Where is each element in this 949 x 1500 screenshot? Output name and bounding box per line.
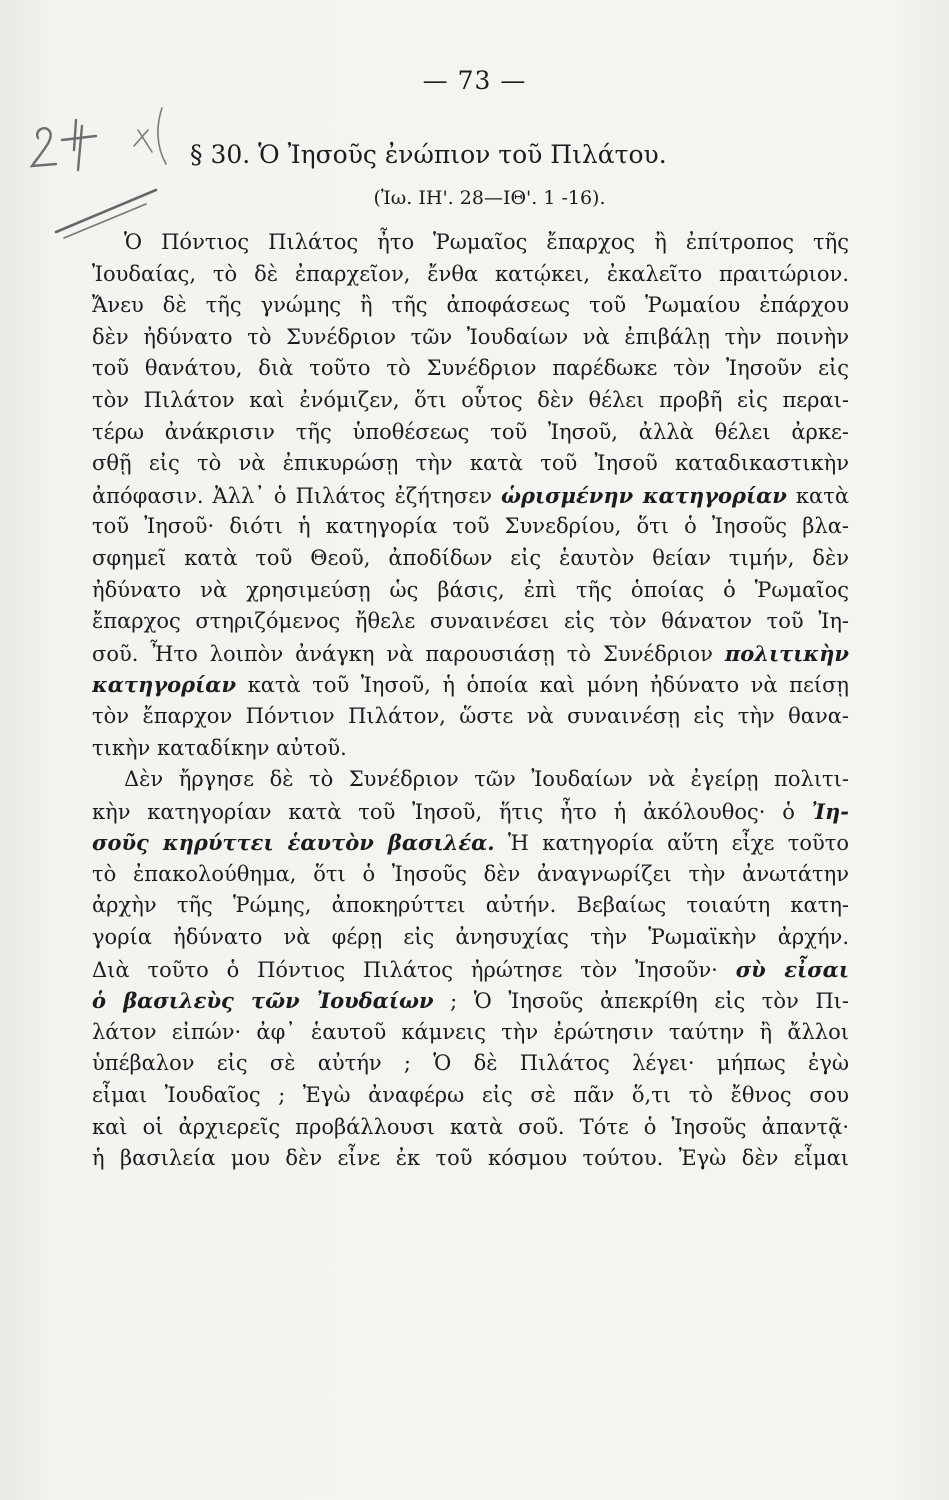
text-segment: τοῦ Ἰησοῦ· διότι ἡ κατηγορία τοῦ Συνεδρίου, ὅτι ὁ Ἰησοῦς βλα- xyxy=(92,514,849,539)
text-segment: λάτον εἰπών· ἀφ᾽ ἑαυτοῦ κάμνεις τὴν ἐρώτησιν ταύτην ἢ ἄλλοι xyxy=(92,1019,849,1044)
text-line xyxy=(92,669,849,701)
body-text xyxy=(92,227,849,1175)
page-number: — 73 — xyxy=(422,66,527,95)
text-segment: δὲν ἠδύνατο τὸ Συνέδριον τῶν Ἰουδαίων νὰ ἐπιβάλῃ τὴν ποινὴν xyxy=(92,324,849,349)
text-line xyxy=(92,480,849,512)
text-line xyxy=(92,385,849,417)
text-segment: τέρω ἀνάκρισιν τῆς ὑποθέσεως τοῦ Ἰησοῦ, ἀλλὰ θέλει ἀρκε- xyxy=(92,419,849,444)
text-segment: κατὰ xyxy=(786,483,849,508)
text-segment: ὁ βασιλεὺς τῶν Ἰουδαίων xyxy=(92,988,434,1014)
text-line xyxy=(92,227,849,259)
text-line xyxy=(92,417,849,449)
text-line xyxy=(92,448,849,480)
text-segment: ἠδύνατο νὰ χρησιμεύσῃ ὡς βάσις, ἐπὶ τῆς ὁποίας ὁ Ῥωμαῖος xyxy=(92,577,849,602)
text-segment: σὺ εἶσαι xyxy=(735,956,849,982)
text-line xyxy=(92,638,849,670)
text-segment: κατὰ τοῦ Ἰησοῦ, ἡ ὁποία καὶ μόνη ἠδύνατο νὰ πείσῃ xyxy=(236,673,849,698)
text-segment: Δὲν ἤργησε δὲ τὸ Συνέδριον τῶν Ἰουδαίων νὰ ἐγείρῃ πολιτι- xyxy=(124,767,849,792)
text-line xyxy=(92,827,849,859)
text-line xyxy=(92,353,849,385)
text-segment: Ἰουδαίας, τὸ δὲ ἐπαρχεῖον, ἔνθα κατῴκει, ἐκαλεῖτο πραιτώριον. xyxy=(92,261,849,286)
text-line xyxy=(92,701,849,733)
text-line xyxy=(92,890,849,922)
text-line xyxy=(92,511,849,543)
text-segment: Ἄνευ δὲ τῆς γνώμης ἢ τῆς ἀποφάσεως τοῦ Ῥωμαίου ἐπάρχου xyxy=(92,293,849,318)
handwritten-margin-note xyxy=(16,106,216,246)
text-segment: γορία ἠδύνατο νὰ φέρῃ εἰς ἀνησυχίας τὴν Ῥωμαϊκὴν ἀρχήν. xyxy=(92,925,849,950)
text-line xyxy=(92,322,849,354)
text-segment: ἡ βασιλεία μου δὲν εἶνε ἐκ τοῦ κόσμου τούτου. Ἐγὼ δὲν εἶμαι xyxy=(92,1146,849,1171)
text-segment: Διὰ τοῦτο ὁ Πόντιος Πιλάτος ἠρώτησε τὸν Ἰησοῦν· xyxy=(92,957,736,982)
section-reference: (Ἰω. ΙΗ'. 28—ΙΘ'. 1 -16). xyxy=(373,187,606,209)
text-line xyxy=(92,922,849,954)
text-line xyxy=(92,259,849,291)
text-segment: Ὁ Πόντιος Πιλάτος ἦτο Ῥωμαῖος ἔπαρχος ἢ ἐπίτροπος τῆς xyxy=(124,230,849,254)
text-line xyxy=(92,290,849,322)
text-segment: πολιτικὴν xyxy=(724,640,849,666)
text-segment: τὸν ἔπαρχον Πόντιον Πιλάτον, ὥστε νὰ συναινέσῃ εἰς τὴν θανα- xyxy=(92,703,849,728)
text-segment: ἔπαρχος στηριζόμενος ἤθελε συναινέσει εἰς τὸν θάνατον τοῦ Ἰη- xyxy=(92,609,849,634)
text-segment: κὴν κατηγορίαν κατὰ τοῦ Ἰησοῦ, ἥτις ἦτο ἡ ἀκόλουθος· ὁ xyxy=(92,799,812,824)
text-line xyxy=(92,1048,849,1080)
text-segment: καὶ οἱ ἀρχιερεῖς προβάλλουσι κατὰ σοῦ. Τότε ὁ Ἰησοῦς ἀπαντᾷ· xyxy=(92,1114,849,1139)
text-segment: ὡρισμένην κατηγορίαν xyxy=(501,482,787,508)
text-line xyxy=(92,985,849,1017)
text-segment: κατηγορίαν xyxy=(92,672,237,698)
text-segment: ἀπόφασιν. Ἀλλ᾽ ὁ Πιλάτος ἐζήτησεν xyxy=(92,483,502,508)
text-line xyxy=(92,1080,849,1112)
text-segment: τοῦ θανάτου, διὰ τοῦτο τὸ Συνέδριον παρέδωκε τὸν Ἰησοῦν εἰς xyxy=(92,356,849,381)
text-line xyxy=(92,764,849,796)
text-segment: ἀρχὴν τῆς Ῥώμης, ἀποκηρύττει αὐτήν. Βεβαίως τοιαύτη κατη- xyxy=(92,893,849,918)
text-line xyxy=(92,543,849,575)
text-line xyxy=(92,954,849,986)
text-segment: ; Ὁ Ἰησοῦς ἀπεκρίθη εἰς τὸν Πι- xyxy=(433,989,849,1014)
text-segment: σοῦς κηρύττει ἑαυτὸν βασιλέα. xyxy=(92,830,495,856)
text-line xyxy=(92,1112,849,1144)
text-line xyxy=(92,1017,849,1049)
text-segment: Ἡ κατηγορία αὕτη εἶχε τοῦτο xyxy=(494,831,849,856)
text-segment: ὑπέβαλον εἰς σὲ αὐτήν ; Ὁ δὲ Πιλάτος λέγει· μήπως ἐγὼ xyxy=(92,1051,849,1076)
text-line xyxy=(92,606,849,638)
text-line xyxy=(92,733,849,765)
text-segment: τὸν Πιλάτον καὶ ἐνόμιζεν, ὅτι οὗτος δὲν θέλει προβῆ εἰς περαι- xyxy=(92,387,849,412)
text-line xyxy=(92,859,849,891)
section-title: § 30. Ὁ Ἰησοῦς ἐνώπιον τοῦ Πιλάτου. xyxy=(190,140,667,169)
text-segment: σφημεῖ κατὰ τοῦ Θεοῦ, ἀποδίδων εἰς ἑαυτὸν θείαν τιμήν, δὲν xyxy=(92,545,849,570)
text-segment: εἶμαι Ἰουδαῖος ; Ἐγὼ ἀναφέρω εἰς σὲ πᾶν ὅ,τι τὸ ἔθνος σου xyxy=(92,1083,849,1108)
text-line xyxy=(92,796,849,828)
text-line xyxy=(92,1143,849,1175)
text-segment: τὸ ἐπακολούθημα, ὅτι ὁ Ἰησοῦς δὲν ἀναγνωρίζει τὴν ἀνωτάτην xyxy=(92,861,849,886)
text-segment: τικὴν καταδίκην αὐτοῦ. xyxy=(92,735,347,760)
text-line xyxy=(92,575,849,607)
text-segment: σοῦ. Ἦτο λοιπὸν ἀνάγκη νὰ παρουσιάσῃ τὸ Συνέδριον xyxy=(92,641,725,666)
text-segment: Ἰη- xyxy=(811,798,849,824)
text-segment: σθῇ εἰς τὸ νὰ ἐπικυρώσῃ τὴν κατὰ τοῦ Ἰησοῦ καταδικαστικὴν xyxy=(92,451,849,476)
